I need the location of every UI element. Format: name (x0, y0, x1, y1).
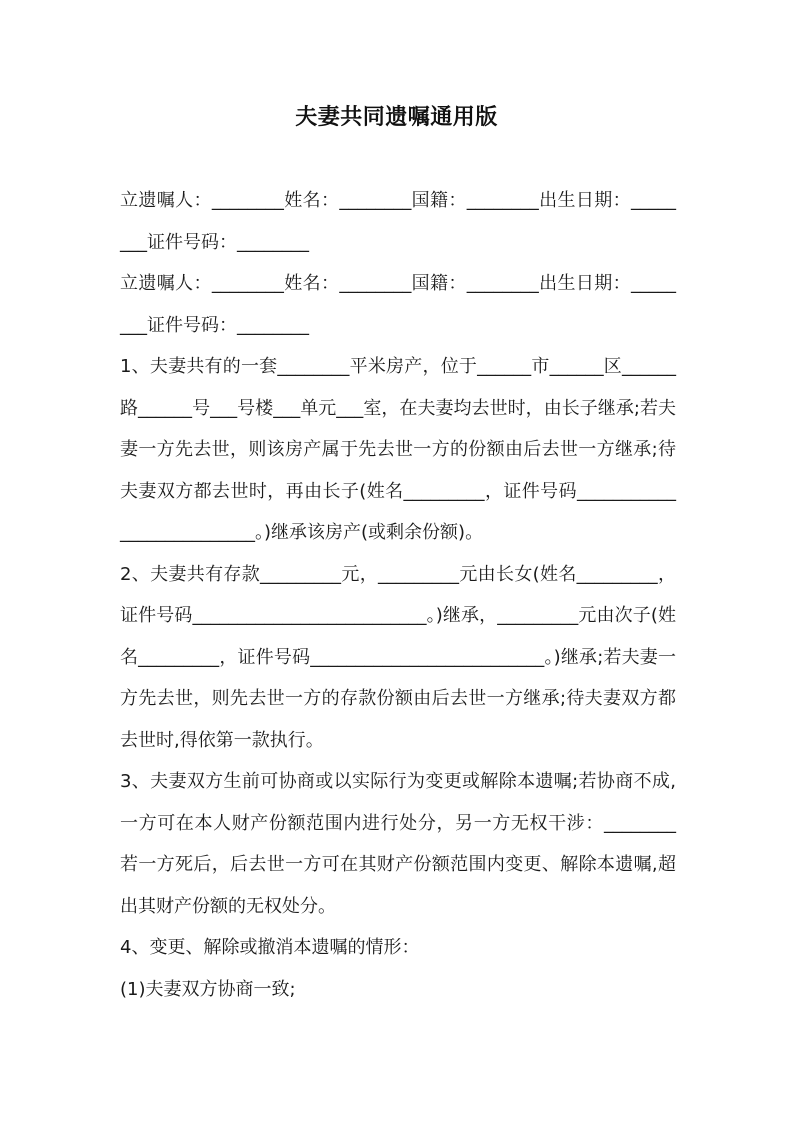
clause-2-savings: 2、夫妻共有存款_________元，_________元由长女(姓名_________，证件号码__________________________。)继承，_________元由次子(姓名_________，证件号码__________________________。)继承;若夫妻一方先去世，则先去世一方的存款份额由后去世一方继承;待夫妻双方都去世时,得依第一款执行。 (120, 563, 676, 751)
testator-info-paragraph-2: 立遗嘱人：________姓名：________国籍：________出生日期：________证件号码：________ (120, 273, 676, 336)
document-body (120, 180, 676, 1010)
clause-1-property: 1、夫妻共有的一套________平米房产，位于______市______区______路______号___号楼___单元___室，在夫妻均去世时，由长子继承;若夫妻一方先去世，则该房产属于先去世一方的份额由后去世一方继承;待夫妻双方都去世时，再由长子(姓名_________，证件号码__________________________。)继承该房产(或剩余份额)。 (120, 356, 676, 543)
clause-3-amendment: 3、夫妻双方生前可协商或以实际行为变更或解除本遗嘱;若协商不成,一方可在本人财产份额范围内进行处分，另一方无权干涉：________若一方死后，后去世一方可在其财产份额范围内变更、解除本遗嘱,超出其财产份额的无权处分。 (120, 771, 676, 917)
document-title: 夫妻共同遗嘱通用版 (295, 105, 498, 130)
clause-4-item-1: (1)夫妻双方协商一致; (120, 978, 296, 1000)
clause-4-heading: 4、变更、解除或撤消本遗嘱的情形： (120, 937, 420, 958)
testator-info-paragraph-1: 立遗嘱人：________姓名：________国籍：________出生日期：________证件号码：________ (120, 190, 676, 253)
